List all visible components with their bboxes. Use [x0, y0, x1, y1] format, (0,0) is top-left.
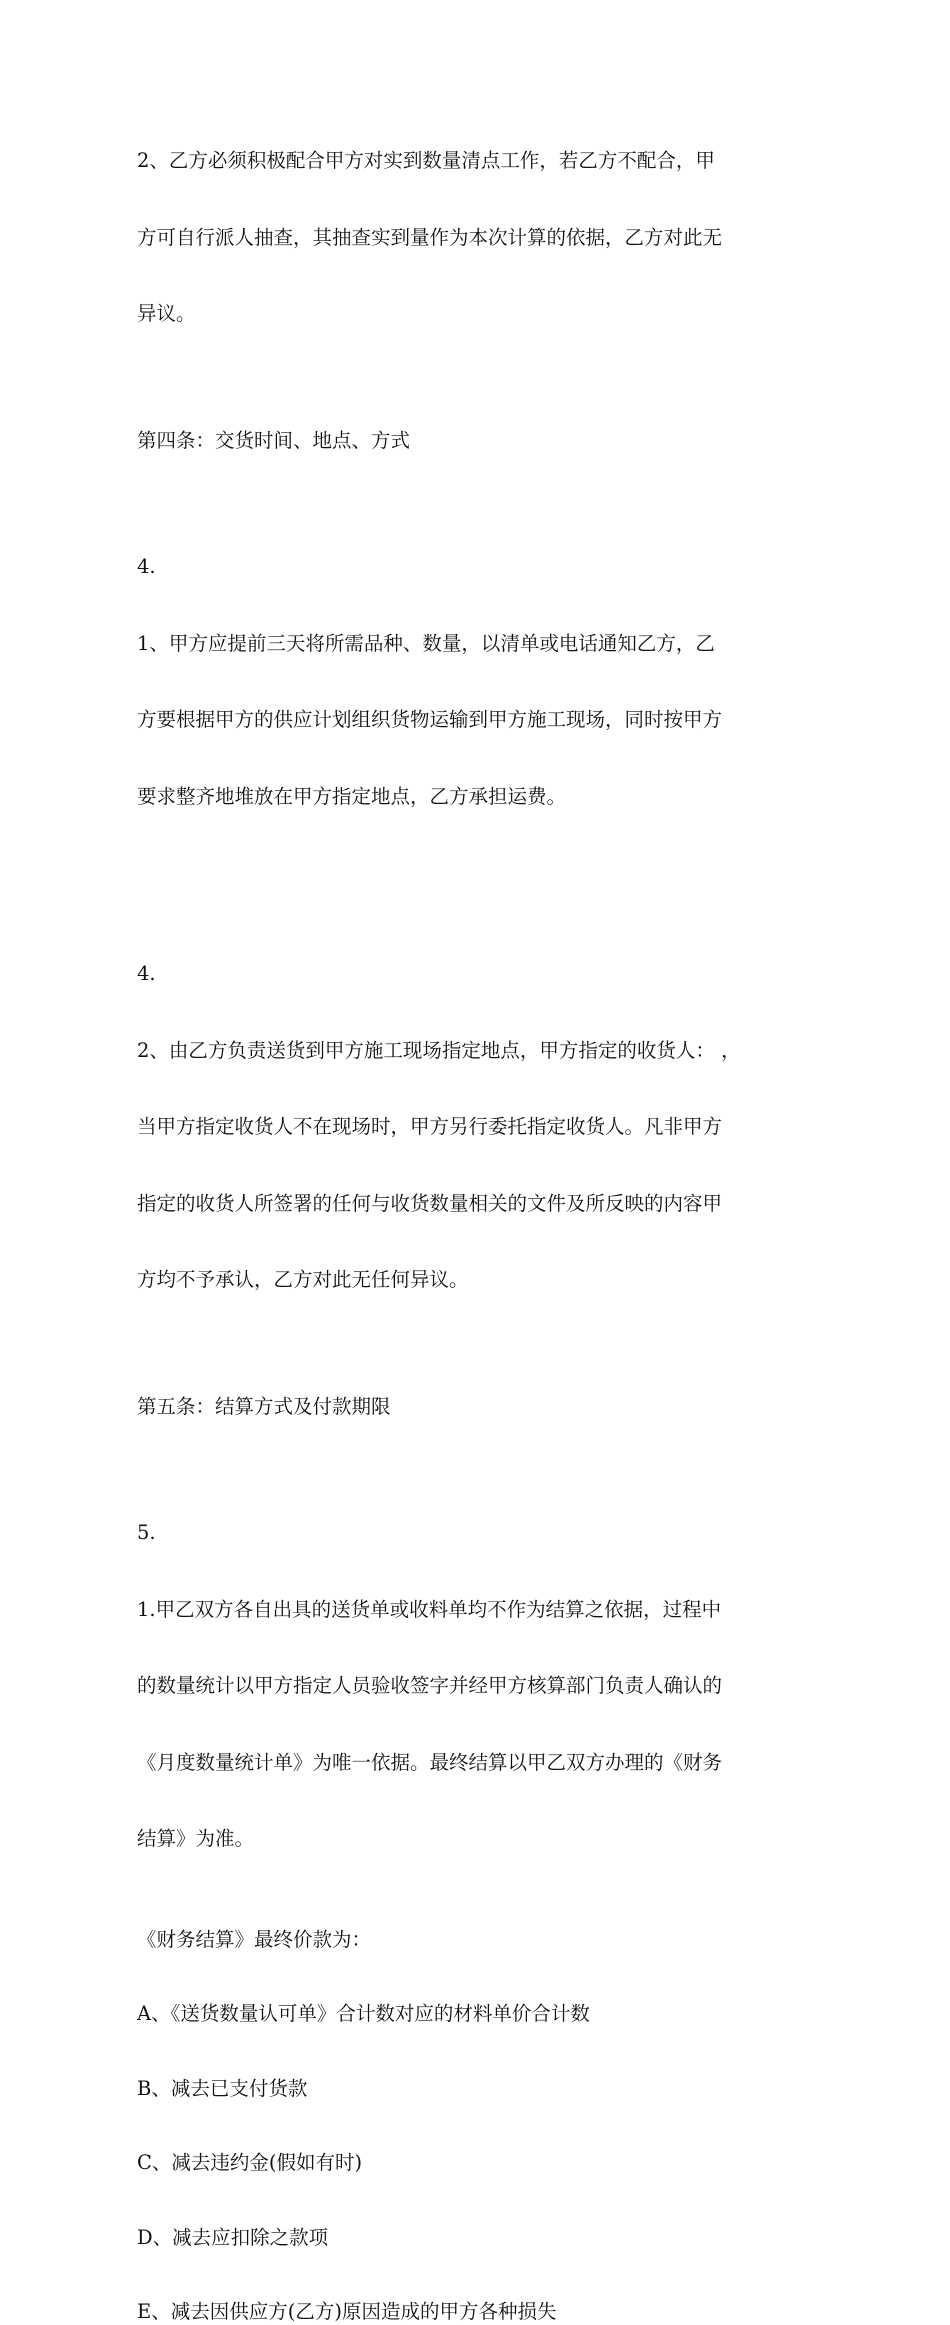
- item-d: D、减去应扣除之款项: [137, 2225, 329, 2249]
- clause-4-2-paragraph: [137, 910, 822, 1344]
- text-line: 要求整齐地堆放在甲方指定地点，乙方承担运费。: [137, 784, 567, 808]
- text-line: 指定的收货人所签署的任何与收货数量相关的文件及所反映的内容甲: [137, 1191, 723, 1215]
- item-a: A、《送货数量认可单》合计数对应的材料单价合计数: [137, 2002, 590, 2025]
- item-e: E、减去因供应方(乙方)原因造成的甲方各种损失: [137, 2300, 557, 2323]
- text-line: 异议。: [137, 302, 196, 325]
- text-line: 方可自行派人抽查，其抽查实到量作为本次计算的依据，乙方对此无: [137, 225, 723, 249]
- text-line: 的数量统计以甲方指定人员验收签字并经甲方核算部门负责人确认的: [137, 1674, 723, 1697]
- text-line: 方要根据甲方的供应计划组织货物运输到甲方施工现场，同时按甲方: [137, 708, 723, 731]
- article-4-heading: 第四条：交货时间、地点、方式: [137, 428, 411, 452]
- text-line: 《月度数量统计单》为唯一依据。最终结算以甲乙双方办理的《财务: [137, 1750, 723, 1774]
- clause-4-1-paragraph: [137, 503, 822, 860]
- text-line: 结算》为准。: [137, 1827, 255, 1850]
- article-5-heading: 第五条：结算方式及付款期限: [137, 1394, 391, 1418]
- final-price-intro: 《财务结算》最终价款为：: [137, 1927, 372, 1951]
- clause-3-2-paragraph: [137, 97, 822, 378]
- text-line: 1.甲乙双方各自出具的送货单或收料单均不作为结算之依据，过程中: [137, 1597, 722, 1621]
- text-line: 2、由乙方负责送货到甲方施工现场指定地点，甲方指定的收货人： ，: [137, 1038, 741, 1062]
- text-line: 方均不予承认，乙方对此无任何异议。: [137, 1268, 469, 1291]
- clause-number: 4.: [137, 555, 156, 578]
- document-page: [137, 97, 822, 2325]
- clause-number: 4.: [137, 962, 156, 985]
- clause-number: 5.: [137, 1521, 156, 1544]
- clause-5-1-paragraph: [137, 1469, 822, 1903]
- text-line: 当甲方指定收货人不在现场时，甲方另行委托指定收货人。凡非甲方: [137, 1115, 723, 1138]
- item-c: C、减去违约金(假如有时): [137, 2151, 363, 2174]
- item-b: B、减去已支付货款: [137, 2076, 308, 2100]
- text-line: 1、甲方应提前三天将所需品种、数量，以清单或电话通知乙方，乙: [137, 631, 715, 655]
- text-line: 2、乙方必须积极配合甲方对实到数量清点工作，若乙方不配合，甲: [137, 149, 715, 172]
